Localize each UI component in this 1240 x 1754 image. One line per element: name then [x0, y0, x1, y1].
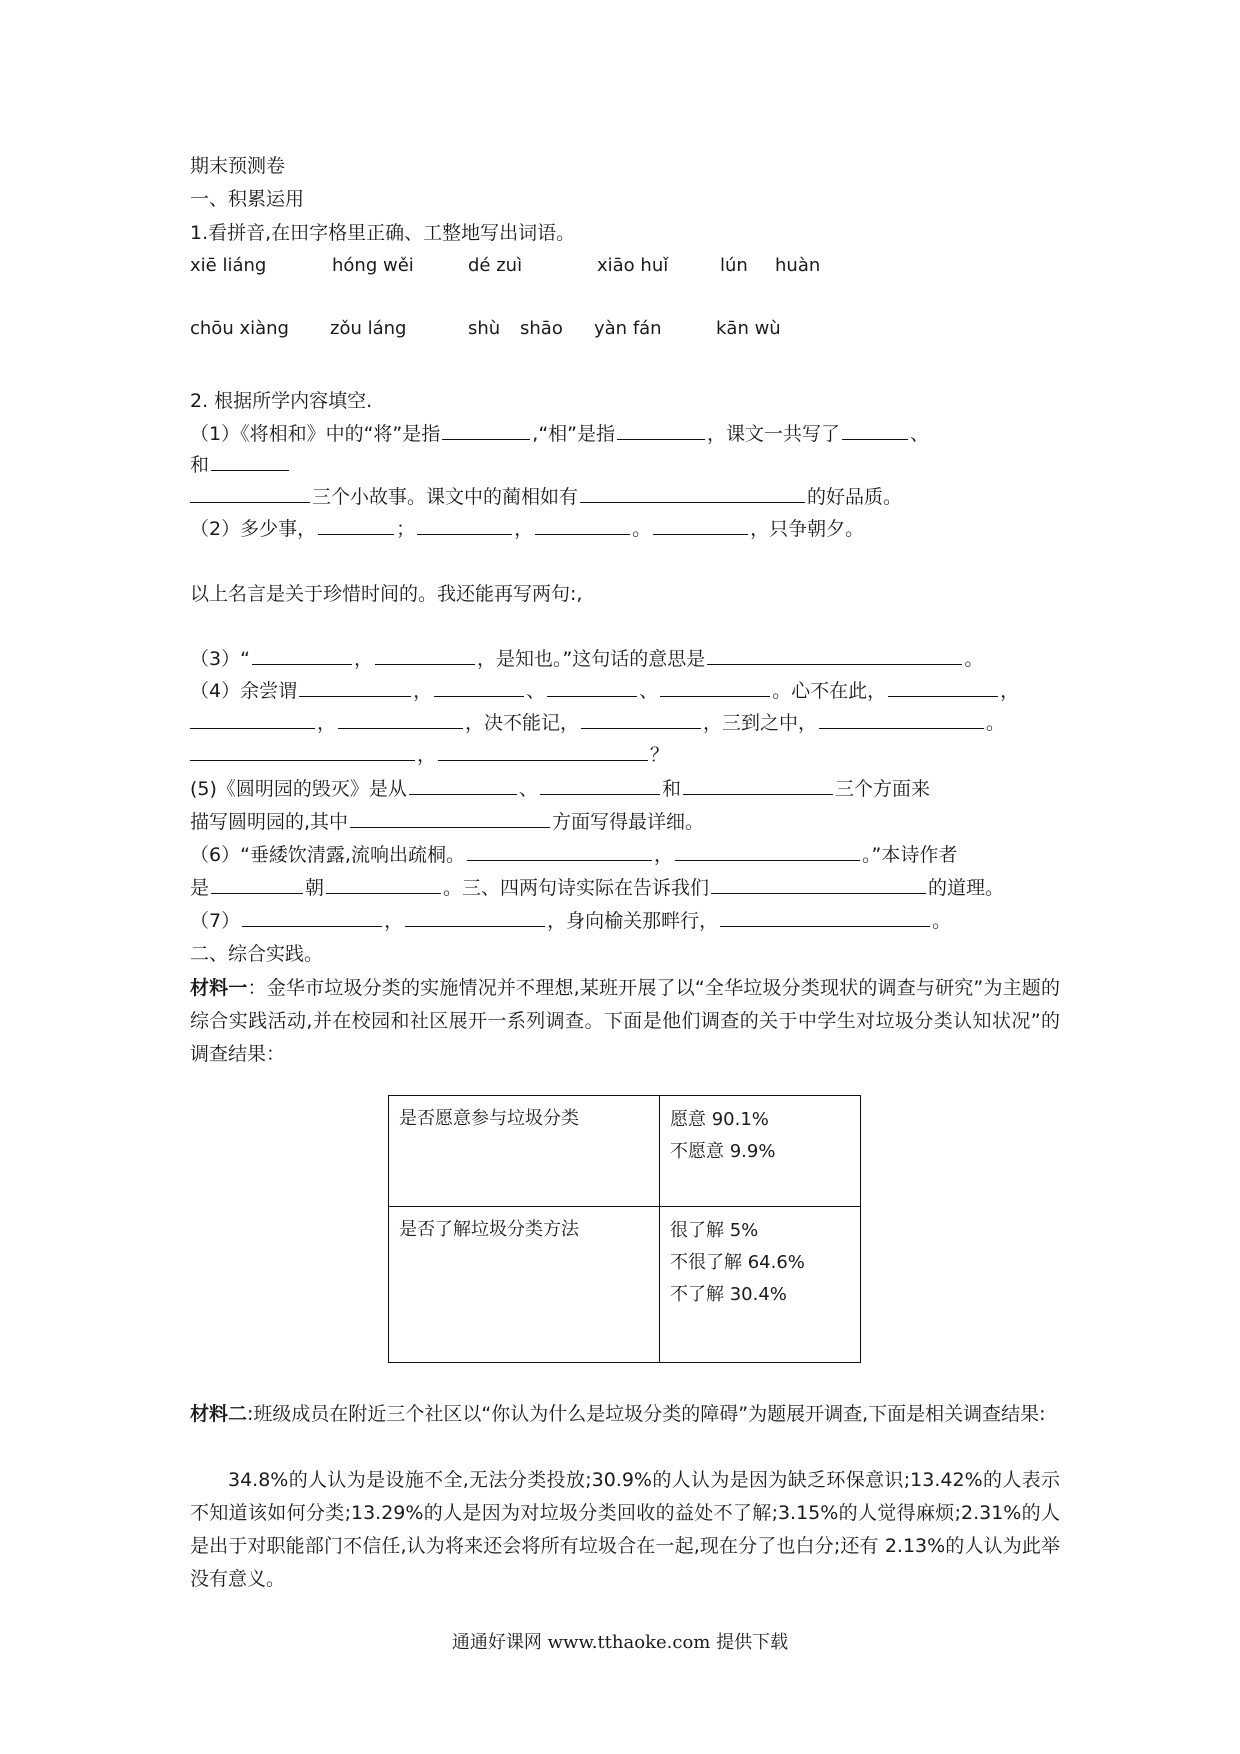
question-2: 2. 根据所学内容填空. [190, 390, 373, 412]
pinyin-item: yàn fán [594, 318, 662, 339]
section-heading-1: 一、积累运用 [190, 188, 305, 210]
pinyin-item: huàn [775, 255, 821, 276]
blank[interactable] [707, 646, 962, 665]
blank[interactable] [211, 875, 303, 894]
pinyin-row-1 [190, 253, 890, 279]
blank[interactable] [442, 421, 530, 440]
q2-6-line-2: 是 朝 。三、四两句诗实际在告诉我们 的道理。 [190, 877, 1005, 899]
pinyin-item: xiāo huǐ [597, 255, 669, 276]
blank[interactable] [338, 710, 463, 729]
blank[interactable] [417, 516, 512, 535]
survey-table [388, 1095, 861, 1363]
section-heading-2: 二、综合实践。 [190, 943, 324, 965]
q2-1-line-3: 三个小故事。课文中的蔺相如有 的好品质。 [190, 484, 902, 510]
blank[interactable] [711, 875, 926, 894]
pinyin-item: chōu xiàng [190, 318, 289, 339]
blank[interactable] [683, 776, 833, 795]
q2-6-line-1: （6）“垂緌饮清露,流响出疏桐。 ， 。”本诗作者 [190, 844, 958, 866]
table-cell-question: 是否愿意参与垃圾分类 [389, 1096, 660, 1207]
blank[interactable] [888, 678, 998, 697]
material-1-label: 材料一 [190, 977, 248, 999]
q2-5-line-2: 描写圆明园的,其中 方面写得最详细。 [190, 811, 705, 833]
question-1: 1.看拼音,在田字格里正确、工整地写出词语。 [190, 222, 576, 244]
table-cell-question: 是否了解垃圾分类方法 [389, 1207, 660, 1363]
answer-item: 很了解 5% [670, 1220, 759, 1242]
blank[interactable] [581, 710, 701, 729]
pinyin-item: shù [468, 318, 501, 339]
blank[interactable] [438, 742, 648, 761]
table-row [389, 1096, 861, 1207]
blank[interactable] [326, 875, 441, 894]
blank[interactable] [299, 678, 411, 697]
pinyin-item: hóng wěi [332, 255, 414, 276]
blank[interactable] [252, 646, 352, 665]
page-title: 期末预测卷 [190, 155, 286, 177]
blank[interactable] [409, 776, 517, 795]
blank[interactable] [190, 484, 310, 503]
blank[interactable] [660, 678, 770, 697]
q2-2-line: （2）多少事， ； ， 。 ，只争朝夕。 [190, 518, 865, 540]
answer-item: 愿意 90.1% [670, 1109, 769, 1130]
pinyin-row-2 [190, 316, 890, 342]
pinyin-item: xiē liáng [190, 255, 267, 276]
q2-3-line: （3）“ ， ，是知也。”这句话的意思是 。 [190, 648, 984, 670]
pinyin-item: kān wù [716, 318, 781, 339]
material-2-text: :班级成员在附近三个社区以“你认为什么是垃圾分类的障碍”为题展开调查,下面是相关调查结果: [247, 1403, 1046, 1425]
blank[interactable] [540, 776, 660, 795]
blank[interactable] [405, 908, 545, 927]
q2-7-line: （7） ， ，身向榆关那畔行， 。 [190, 910, 952, 932]
blank[interactable] [617, 421, 705, 440]
blank[interactable] [580, 484, 805, 503]
blank[interactable] [653, 516, 748, 535]
material-1-text: ：金华市垃圾分类的实施情况并不理想,某班开展了以“全华垃圾分类现状的调查与研究”为主题的综合实践活动,并在校园和社区展开一系列调查。下面是他们调查的关于中学生对垃圾分类认知状况”的调查结果： [190, 977, 1060, 1065]
footer-credit: 通通好课网 www.tthaoke.com 提供下载 [451, 1632, 789, 1653]
pinyin-item: shāo [520, 318, 563, 339]
material-2-body: 34.8%的人认为是设施不全,无法分类投放;30.9%的人认为是因为缺乏环保意识;13.42%的人表示不知道该如何分类;13.29%的人是因为对垃圾分类回收的益处不了解;3.15%的人觉得麻烦;2.31%的人是出于对职能部门不信任,认为将来还会将所有垃圾合在一起,现在分了也白分;还有 2.13%的人认为此举没有意义。 [190, 1469, 1060, 1590]
blank[interactable] [720, 908, 930, 927]
blank[interactable] [242, 908, 382, 927]
blank[interactable] [434, 678, 524, 697]
blank[interactable] [467, 842, 652, 861]
blank[interactable] [535, 516, 630, 535]
pinyin-item: dé zuì [468, 255, 523, 276]
table-cell-answers [660, 1207, 861, 1363]
blank[interactable] [675, 842, 860, 861]
blank[interactable] [190, 742, 415, 761]
q2-4-line-3: ， ？ [190, 742, 669, 768]
blank[interactable] [211, 452, 289, 471]
answer-item: 不了解 30.4% [670, 1284, 787, 1306]
q2-4-line-1: （4）余尝谓 ， 、 、 。心不在此， ， [190, 680, 1020, 702]
q2-5-line-1: (5)《圆明园的毁灭》是从 、 和 三个方面来 [190, 778, 930, 800]
table-cell-answers [660, 1096, 861, 1207]
blank[interactable] [190, 710, 315, 729]
pinyin-item: zǒu láng [330, 318, 407, 339]
table-row [389, 1207, 861, 1363]
answer-item: 不愿意 9.9% [670, 1141, 776, 1162]
material-2 [190, 1398, 1060, 1431]
blank[interactable] [318, 516, 394, 535]
q2-1-line-2: 和 [190, 452, 291, 478]
blank[interactable] [842, 421, 908, 440]
material-1 [190, 972, 1060, 1071]
q2-4-line-2: ， ，决不能记， ，三到之中， 。 [190, 710, 1005, 736]
blank[interactable] [350, 809, 550, 828]
blank[interactable] [819, 710, 984, 729]
material-2-label: 材料二 [190, 1403, 248, 1425]
q2-1-line-1: （1）《将相和》中的“将”是指 ,“相”是指 ，课文一共写了 、 [190, 423, 930, 445]
pinyin-item: lún [720, 255, 748, 276]
answer-item: 不很了解 64.6% [670, 1252, 805, 1274]
blank[interactable] [375, 646, 475, 665]
q2-note: 以上名言是关于珍惜时间的。我还能再写两句:, [190, 583, 583, 605]
blank[interactable] [547, 678, 637, 697]
